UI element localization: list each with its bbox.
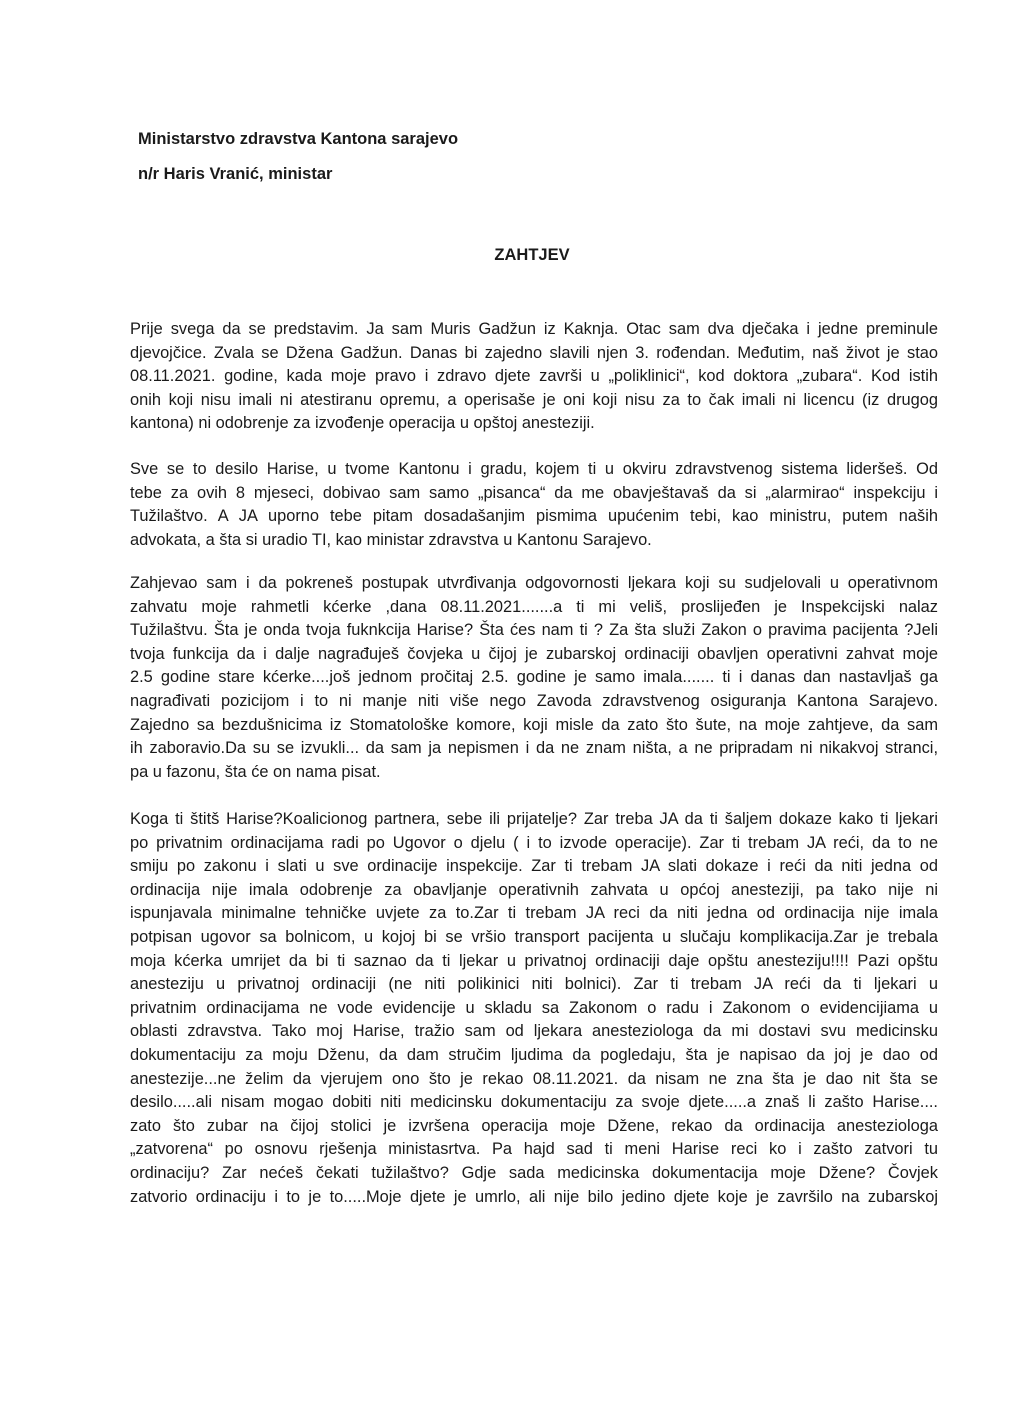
paragraph-line: anesteziju u privatnoj ordinaciji (ne niti polikinici niti bolnici). Zar ti trebam JA reći da ti ljekari u [130, 975, 938, 994]
paragraph-line: Zahjevao sam i da pokreneš postupak utvrđivanja odgovornosti ljekara koji su sudjelovali u operativnom [130, 574, 938, 592]
paragraph-line: po privatnim ordinacijama radi po Ugovor o djelu ( i to izvode operacije). Zar ti trebam JA reći, da to ne [130, 833, 938, 852]
paragraph-line: 08.11.2021. godine, kada moje pravo i zdravo djete završi u „poliklinici“, kod doktora „zubara“. Kod istih [130, 367, 938, 386]
paragraph-line: „zatvorena“ po osnovu rješenja ministasrtva. Pa hajd sad ti meni Harise reci ko i zašto zatvori tu [130, 1140, 938, 1159]
paragraph-line: dokumentaciju za moju Dženu, da dam stručim ljudima da pogledaju, šta je napisao da joj je dao od [130, 1045, 938, 1064]
paragraph-line: anestezije...ne želim da vjerujem ono što je rekao 08.11.2021. da nisam ne zna šta je dao nit šta se [130, 1069, 938, 1088]
paragraph-line: Koga ti štitš Harise?Koalicionog partnera, sebe ili prijatelje? Zar treba JA da ti šaljem dokaze kako ti ljekari [130, 810, 938, 828]
paragraph-line: Prije svega da se predstavim. Ja sam Muris Gadžun iz Kaknja. Otac sam dva dječaka i jedne preminule [130, 320, 938, 338]
document-title: ZAHTJEV [494, 246, 570, 264]
paragraph-line: privatnim ordinacijama ne vode evidencije u skladu sa Zakonom o radu i Zakonom o evidencijiama u [130, 998, 938, 1017]
paragraph-line: advokata, a šta si uradio TI, kao ministar zdravstva u Kantonu Sarajevo. [130, 530, 652, 549]
paragraph-line: onih koji nisu imali ni atestiranu opremu, a operisaše je oni koji nisu za to čak imali ni licencu (iz drugog [130, 390, 938, 409]
paragraph-line: 2.5 godine stare kćerke....još jednom pročitaj 2.5. godine je samo imala....... ti i danas dan nastavljaš ga [130, 668, 938, 687]
paragraph-line: ispunjavala minimalne tehničke uvjete za to.Zar ti trebam JA reci da niti jedna od ordinacija nije imala [130, 904, 938, 923]
paragraph-line: potpisan ugovor sa bolnicom, u kojoj bi se vršio transport pacijenta u slučaju komplikacija.Zar je trebala [130, 927, 938, 946]
recipient-line: Ministarstvo zdravstva Kantona sarajevo [138, 130, 459, 148]
paragraph-2 [130, 458, 938, 552]
paragraph-line: pa u fazonu, šta će on nama pisat. [130, 762, 381, 781]
paragraph-line: tebe za ovih 8 mjeseci, dobivao sam samo „pisanca“ da me obavještavaš da si „alarmirao“ inspekciju i [130, 483, 938, 502]
paragraph-line: ordinacija nije imala odobrenje za obavljanje operativnih zahvata u općoj anesteziji, pa tako nije ni [130, 880, 938, 899]
paragraph-line: nagrađivati pozicijom i to ni manje niti više nego Zavoda zdravstvenog osiguranja Kantona Sarajevo. [130, 691, 938, 710]
paragraph-3 [130, 572, 938, 784]
paragraph-line: smiju po zakonu i slati u sve ordinacije inspekcije. Zar ti trebam JA slati dokaze i reći da niti jedna od [130, 857, 938, 876]
paragraph-line: zato što zubar na čijoj stolici je izvršena operacija moje Džene, rekao da ordinacija anesteziologa [130, 1116, 938, 1135]
paragraph-line: tvoja funkcija da i dalje nagrađuješ čovjeka u čijoj je zubarskoj ordinaciji obavljen operativni zahvat moje [130, 644, 938, 663]
paragraph-line: moja kćerka umrijet da bi ti saznao da ti ljekar u privatnoj ordinaciji daje opštu anesteziju!!!! Pazi opštu [130, 951, 938, 970]
paragraph-line: Tužilaštvu. Šta je onda tvoja fuknkcija Harise? Šta ćes nam ti ? Za šta služi Zakon o pravima pacijenta ?Jeli [130, 621, 938, 640]
paragraph-line: Sve se to desilo Harise, u tvome Kantonu i gradu, kojem ti u okviru zdravstvenog sistema lideršeš. Od [130, 460, 938, 478]
paragraph-line: djevojčice. Zvala se Džena Gadžun. Danas bi zajedno slavili njen 3. rođendan. Međutim, naš život je stao [130, 343, 938, 362]
paragraph-line: Zajedno sa bezdušnicima iz Stomatološke komore, koji misle da zato što šute, na moje zahtjeve, da sam [130, 715, 938, 734]
paragraph-line: ordinaciju? Zar nećeš čekati tužilaštvo? Gdje sada medicinska dokumentacija moje Džene? Čovjek [130, 1163, 938, 1182]
paragraph-1 [130, 318, 938, 436]
paragraph-line: ih zaboravio.Da su se izvukli... da sam ja nepismen i da ne znam ništa, a ne pripradam ni nikakvoj stranci, [130, 739, 938, 758]
paragraph-line: desilo.....ali nisam mogao dobiti niti medicinsku dokumentaciju za svoje djete.....a znaš li zašto Harise.... [130, 1093, 938, 1112]
paragraph-line: zahvatu moje rahmetli kćerke ,dana 08.11.2021.......a ti mi veliš, proslijeđen je Inspekcijski nalaz [130, 597, 938, 616]
paragraph-line: Tužilaštvo. A JA uporno tebe pitam dosadašanjim pismima upućenim tebi, kao ministru, putem naših [130, 507, 938, 526]
paragraph-line: kantona) ni odobrenje za izvođenje operacija u opštoj anesteziji. [130, 414, 595, 433]
paragraph-line: oblasti zdravstva. Tako moj Harise, tražio sam od ljekara anesteziologa da mi dostavi svu medicinsku [130, 1022, 938, 1041]
paragraph-line: zatvorio ordinaciju i to je to.....Moje djete je umrlo, ali nije bilo jedino djete koje je završilo na zubarskoj [130, 1187, 938, 1206]
attention-line: n/r Haris Vranić, ministar [138, 165, 333, 183]
paragraph-4 [130, 808, 938, 1209]
